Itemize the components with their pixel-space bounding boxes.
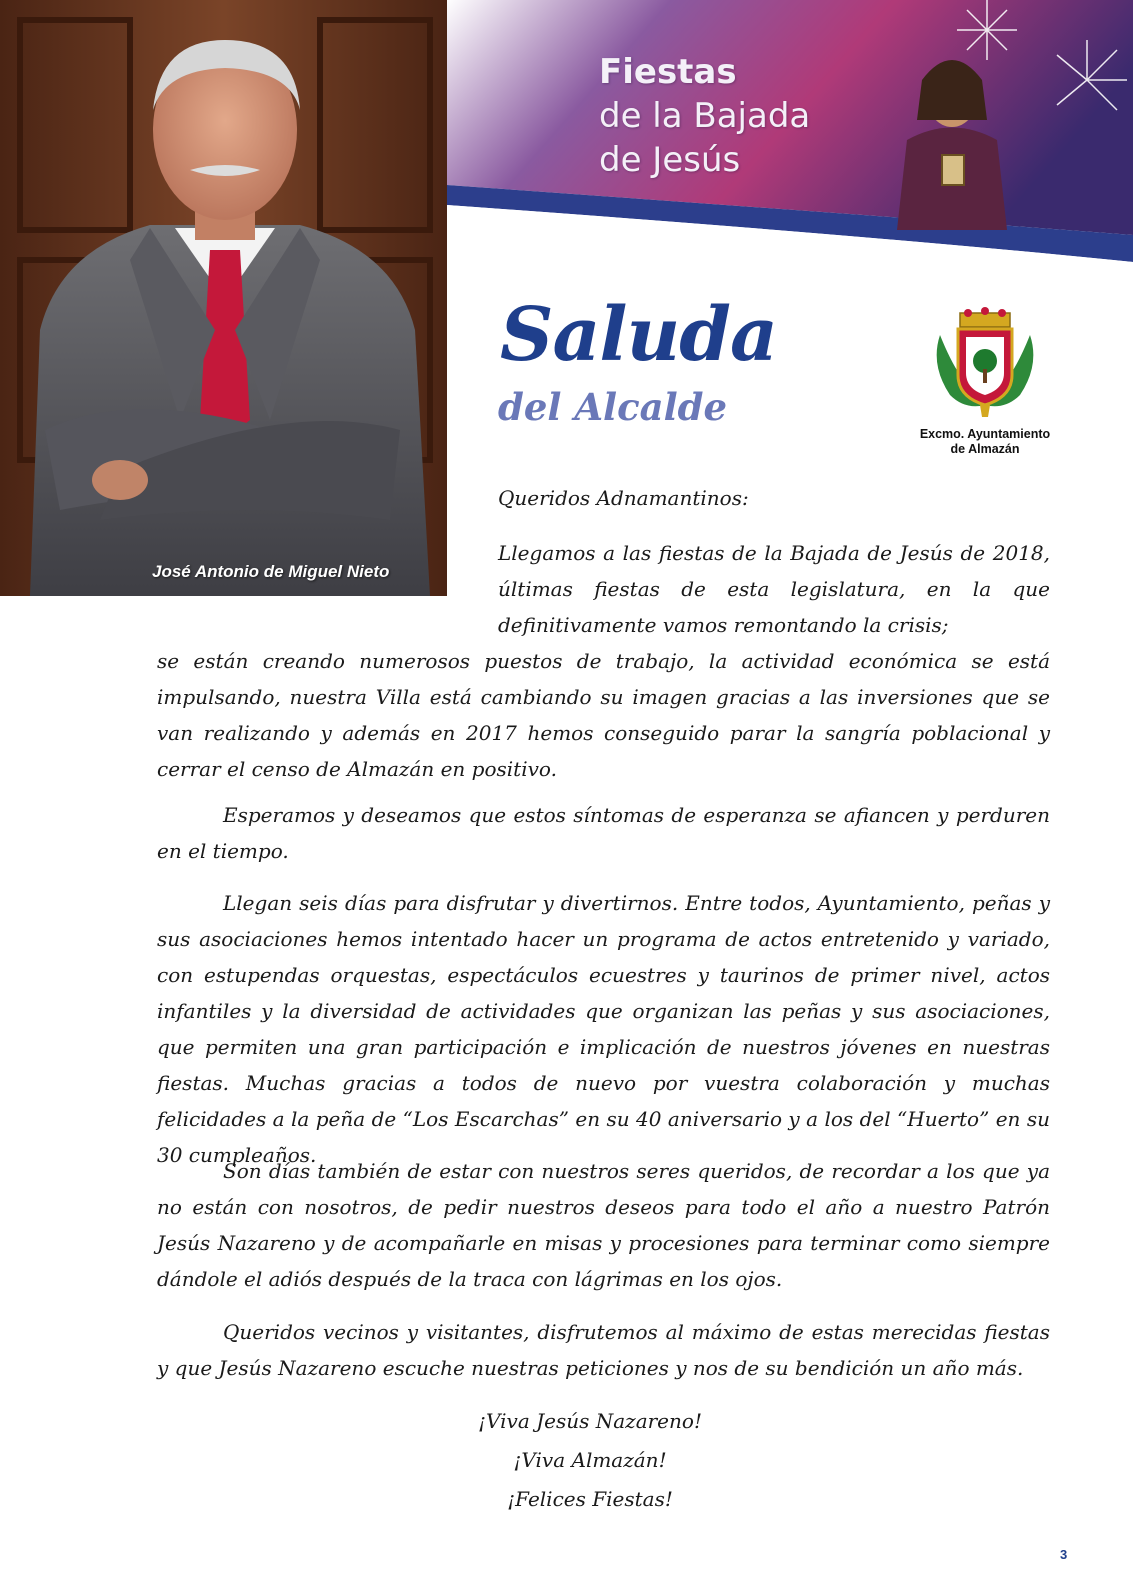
letter-paragraph-2: Esperamos y deseamos que estos síntomas de esperanza se afiancen y perduren en el tiempo. [157,803,1050,863]
letter-paragraph-5: Queridos vecinos y visitantes, disfrutemos al máximo de estas merecidas fiestas y que Jesús Nazareno escuche nuestras peticiones y nos de su bendición un año más. [157,1320,1050,1380]
coat-caption-line1: Excmo. Ayuntamiento [919,427,1051,441]
page-title: Saluda [500,292,777,378]
page-subtitle: del Alcalde [498,385,728,429]
festival-banner [447,0,1133,262]
letter-paragraph-1-intro: Llegamos a las fiestas de la Bajada de Jesús de 2018, últimas fiestas de esta legislatura, en la que definitivamente vamos remontando la crisis; [498,541,1050,637]
banner-title-line1: Fiestas [599,52,737,92]
closing-line-2: ¡Viva Almazán! [513,1448,667,1472]
letter-paragraph-3: Llegan seis días para disfrutar y divertirnos. Entre todos, Ayuntamiento, peñas y sus asociaciones hemos intentado hacer un programa de actos entretenido y variado, con estupendas orquestas, espectáculos ecuestres y taurinos de primer nivel, actos infantiles y la diversidad de actividades que organizan las peñas y sus asociaciones, que permiten una gran participación e implicación de nuestros jóvenes en nuestras fiestas. Muchas gracias a todos de nuevo por vuestra colaboración y muchas felicidades a la peña de “Los Escarchas” en su 40 aniversario y a los del “Huerto” en su 30 cumpleaños. [157,891,1050,1167]
mayor-photo [0,0,447,596]
coat-of-arms-caption [900,427,1070,457]
closing-line-3: ¡Felices Fiestas! [507,1487,673,1511]
letter-paragraph-4: Son días también de estar con nuestros seres queridos, de recordar a los que ya no están con nosotros, de pedir nuestros deseos para todo el año a nuestro Patrón Jesús Nazareno y de acompañarle en misas y procesiones para terminar como siempre dándole el adiós después de la traca con lágrimas en los ojos. [157,1159,1050,1291]
banner-title [599,50,810,182]
mayor-portrait-illustration [0,0,447,596]
letter-paragraph-1-continued: se están creando numerosos puestos de trabajo, la actividad económica se está impulsando, nuestra Villa está cambiando su imagen gracias a las inversiones que se van realizando y además en 2017 hemos conseguido parar la sangría poblacional y cerrar el censo de Almazán en positivo. [157,649,1050,781]
closing-line-1: ¡Viva Jesús Nazareno! [478,1409,702,1433]
photo-caption: José Antonio de Miguel Nieto [152,562,390,581]
coat-caption-line2: de Almazán [950,442,1020,456]
page-number: 3 [1060,1547,1068,1562]
banner-title-line3: de Jesús [599,140,741,180]
banner-title-line2: de la Bajada [599,96,811,136]
coat-of-arms-icon [930,305,1040,420]
letter-salutation: Queridos Adnamantinos: [498,486,749,510]
